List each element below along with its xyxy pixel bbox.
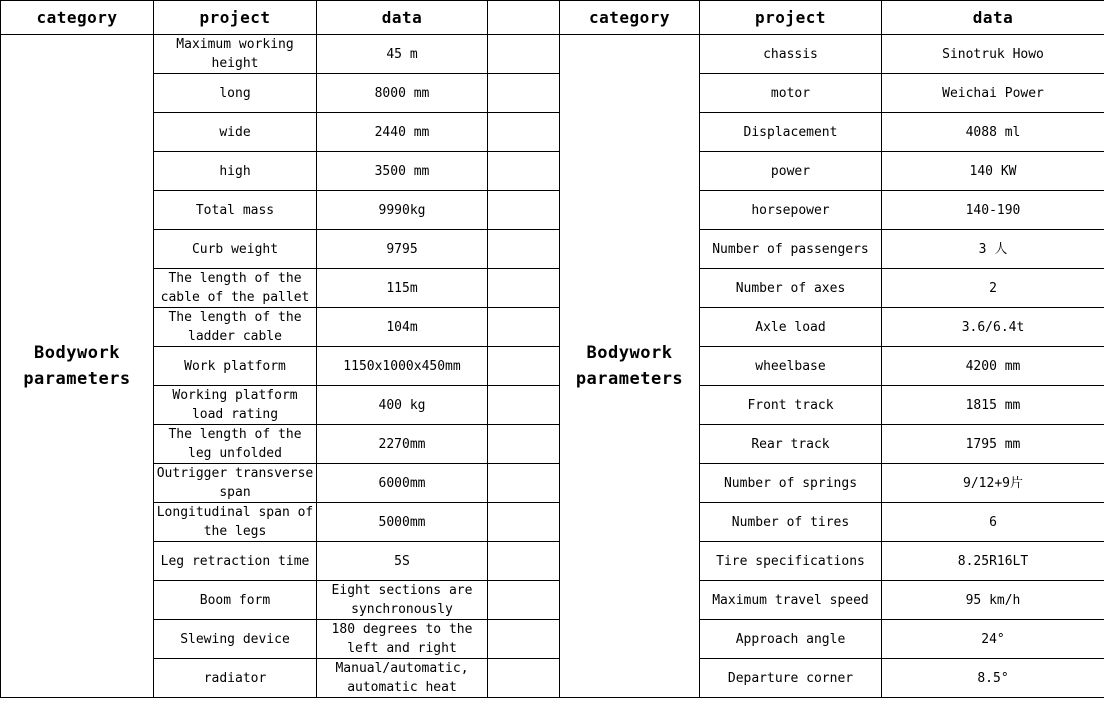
blank-cell <box>488 35 560 74</box>
header-row <box>1 1 1104 35</box>
project-cell-left: Working platform load rating <box>154 386 317 425</box>
category-right: Bodywork parameters <box>560 35 700 698</box>
table-row <box>1 620 1104 659</box>
blank-cell <box>488 113 560 152</box>
header-category-left: category <box>1 1 154 35</box>
project-cell-right: chassis <box>700 35 882 74</box>
data-cell-right: Sinotruk Howo <box>882 35 1104 74</box>
header-category-right: category <box>560 1 700 35</box>
data-cell-left: 5000mm <box>317 503 488 542</box>
data-cell-left: 2440 mm <box>317 113 488 152</box>
blank-cell <box>488 503 560 542</box>
header-project-right: project <box>700 1 882 35</box>
data-cell-right: 8.25R16LT <box>882 542 1104 581</box>
project-cell-right: horsepower <box>700 191 882 230</box>
table-row <box>1 230 1104 269</box>
project-cell-left: The length of the leg unfolded <box>154 425 317 464</box>
data-cell-left: 5S <box>317 542 488 581</box>
table-row <box>1 113 1104 152</box>
header-data-right: data <box>882 1 1104 35</box>
data-cell-left: 3500 mm <box>317 152 488 191</box>
blank-cell <box>488 464 560 503</box>
data-cell-right: 140-190 <box>882 191 1104 230</box>
table-row <box>1 74 1104 113</box>
blank-cell <box>488 74 560 113</box>
project-cell-left: Longitudinal span of the legs <box>154 503 317 542</box>
data-cell-right: 9/12+9片 <box>882 464 1104 503</box>
project-cell-left: long <box>154 74 317 113</box>
project-cell-left: The length of the ladder cable <box>154 308 317 347</box>
blank-cell <box>488 659 560 698</box>
category-left: Bodywork parameters <box>1 35 154 698</box>
blank-cell <box>488 308 560 347</box>
project-cell-left: Slewing device <box>154 620 317 659</box>
project-cell-right: motor <box>700 74 882 113</box>
blank-cell <box>488 542 560 581</box>
project-cell-right: Number of axes <box>700 269 882 308</box>
project-cell-left: Maximum working height <box>154 35 317 74</box>
table-row <box>1 347 1104 386</box>
data-cell-right: 6 <box>882 503 1104 542</box>
project-cell-right: Number of passengers <box>700 230 882 269</box>
blank-cell <box>488 347 560 386</box>
blank-cell <box>488 230 560 269</box>
data-cell-left: 1150x1000x450mm <box>317 347 488 386</box>
data-cell-left: 9990kg <box>317 191 488 230</box>
project-cell-right: Front track <box>700 386 882 425</box>
data-cell-right: 4088 ml <box>882 113 1104 152</box>
project-cell-left: Total mass <box>154 191 317 230</box>
project-cell-right: Number of springs <box>700 464 882 503</box>
project-cell-left: Outrigger transverse span <box>154 464 317 503</box>
blank-cell <box>488 425 560 464</box>
data-cell-right: 3 人 <box>882 230 1104 269</box>
project-cell-right: Tire specifications <box>700 542 882 581</box>
project-cell-left: The length of the cable of the pallet <box>154 269 317 308</box>
project-cell-right: Axle load <box>700 308 882 347</box>
project-cell-left: radiator <box>154 659 317 698</box>
data-cell-right: 1795 mm <box>882 425 1104 464</box>
project-cell-right: wheelbase <box>700 347 882 386</box>
project-cell-right: Approach angle <box>700 620 882 659</box>
data-cell-left: 9795 <box>317 230 488 269</box>
table-row <box>1 386 1104 425</box>
data-cell-left: 180 degrees to the left and right <box>317 620 488 659</box>
table-row <box>1 659 1104 698</box>
table-row <box>1 269 1104 308</box>
blank-cell <box>488 581 560 620</box>
header-data-left: data <box>317 1 488 35</box>
data-cell-right: 1815 mm <box>882 386 1104 425</box>
table-row <box>1 152 1104 191</box>
data-cell-left: 104m <box>317 308 488 347</box>
data-cell-right: 8.5° <box>882 659 1104 698</box>
project-cell-left: Leg retraction time <box>154 542 317 581</box>
project-cell-right: Maximum travel speed <box>700 581 882 620</box>
blank-cell <box>488 191 560 230</box>
blank-cell <box>488 152 560 191</box>
table-row <box>1 425 1104 464</box>
project-cell-left: Work platform <box>154 347 317 386</box>
table-row <box>1 35 1104 74</box>
data-cell-right: 95 km/h <box>882 581 1104 620</box>
header-blank <box>488 1 560 35</box>
project-cell-left: Boom form <box>154 581 317 620</box>
data-cell-left: 400 kg <box>317 386 488 425</box>
table-row <box>1 542 1104 581</box>
table-row <box>1 308 1104 347</box>
data-cell-right: 3.6/6.4t <box>882 308 1104 347</box>
data-cell-left: Manual/automatic, automatic heat <box>317 659 488 698</box>
data-cell-right: 4200 mm <box>882 347 1104 386</box>
data-cell-left: 2270mm <box>317 425 488 464</box>
blank-cell <box>488 620 560 659</box>
project-cell-left: high <box>154 152 317 191</box>
blank-cell <box>488 386 560 425</box>
data-cell-left: 115m <box>317 269 488 308</box>
data-cell-left: 8000 mm <box>317 74 488 113</box>
blank-cell <box>488 269 560 308</box>
data-cell-right: 140 KW <box>882 152 1104 191</box>
data-cell-left: 6000mm <box>317 464 488 503</box>
project-cell-right: Displacement <box>700 113 882 152</box>
project-cell-right: Number of tires <box>700 503 882 542</box>
project-cell-right: Departure corner <box>700 659 882 698</box>
data-cell-right: 2 <box>882 269 1104 308</box>
project-cell-left: wide <box>154 113 317 152</box>
data-cell-left: Eight sections are synchronously <box>317 581 488 620</box>
project-cell-left: Curb weight <box>154 230 317 269</box>
data-cell-right: 24° <box>882 620 1104 659</box>
table-row <box>1 464 1104 503</box>
table-row <box>1 191 1104 230</box>
project-cell-right: Rear track <box>700 425 882 464</box>
project-cell-right: power <box>700 152 882 191</box>
table-row <box>1 503 1104 542</box>
table-row <box>1 581 1104 620</box>
header-project-left: project <box>154 1 317 35</box>
data-cell-right: Weichai Power <box>882 74 1104 113</box>
data-cell-left: 45 m <box>317 35 488 74</box>
